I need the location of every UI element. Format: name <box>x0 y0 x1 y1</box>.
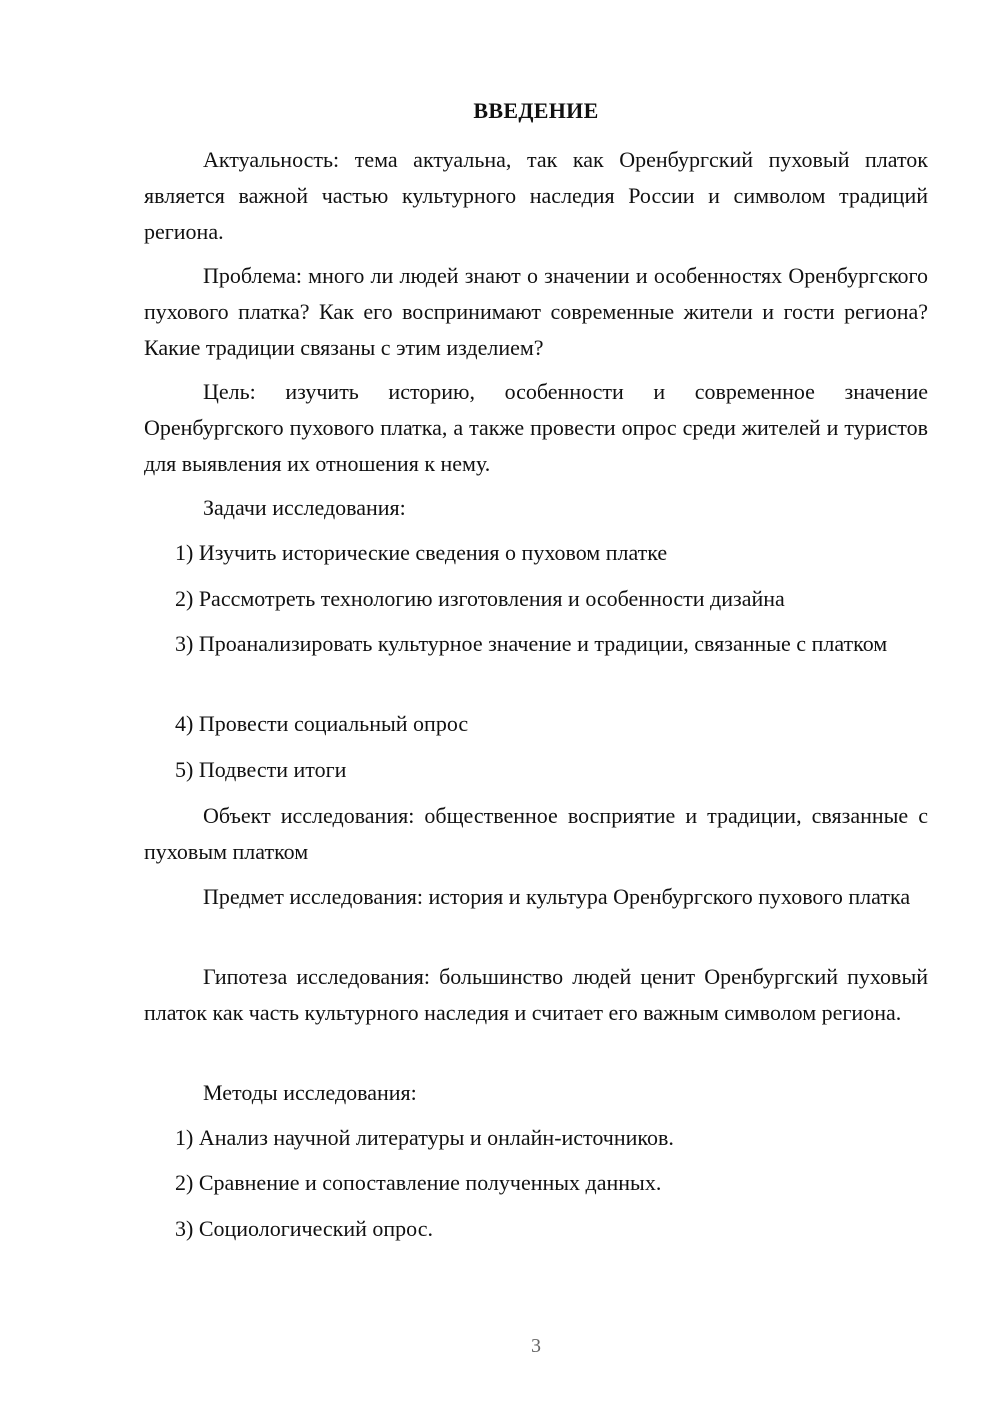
task-item-3: 3) Проанализировать культурное значение и традиции, связанные с платком <box>175 631 888 656</box>
page-number: 3 <box>531 1335 541 1357</box>
task-item-5: 5) Подвести итоги <box>175 757 347 782</box>
task-item-4: 4) Провести социальный опрос <box>175 711 469 736</box>
object-paragraph: Объект исследования: общественное восприятие и традиции, связанные с пуховым платком <box>144 803 928 864</box>
methods-heading: Методы исследования: <box>203 1080 417 1105</box>
method-item-2: 2) Сравнение и сопоставление полученных данных. <box>175 1170 662 1195</box>
method-item-1: 1) Анализ научной литературы и онлайн-источников. <box>175 1125 674 1150</box>
task-item-2: 2) Рассмотреть технологию изготовления и особенности дизайна <box>175 586 785 611</box>
relevance-paragraph: Актуальность: тема актуальна, так как Оренбургский пуховый платок является важной частью культурного наследия России и символом традиций региона. <box>144 147 928 244</box>
page-title: ВВЕДЕНИЕ <box>473 98 599 123</box>
subject-paragraph: Предмет исследования: история и культура Оренбургского пухового платка <box>203 884 911 909</box>
hypothesis-paragraph: Гипотеза исследования: большинство людей ценит Оренбургский пуховый платок как часть культурного наследия и считает его важным символом региона. <box>144 964 928 1025</box>
task-item-1: 1) Изучить исторические сведения о пуховом платке <box>175 540 668 565</box>
goal-paragraph: Цель: изучить историю, особенности и современное значение Оренбургского пухового платка, а также провести опрос среди жителей и туристов для выявления их отношения к нему. <box>144 379 928 476</box>
method-item-3: 3) Социологический опрос. <box>175 1216 433 1241</box>
tasks-heading: Задачи исследования: <box>203 495 406 520</box>
problem-paragraph: Проблема: много ли людей знают о значении и особенностях Оренбургского пухового платка? Как его воспринимают современные жители и гости региона? Какие традиции связаны с этим изделием? <box>144 263 928 360</box>
